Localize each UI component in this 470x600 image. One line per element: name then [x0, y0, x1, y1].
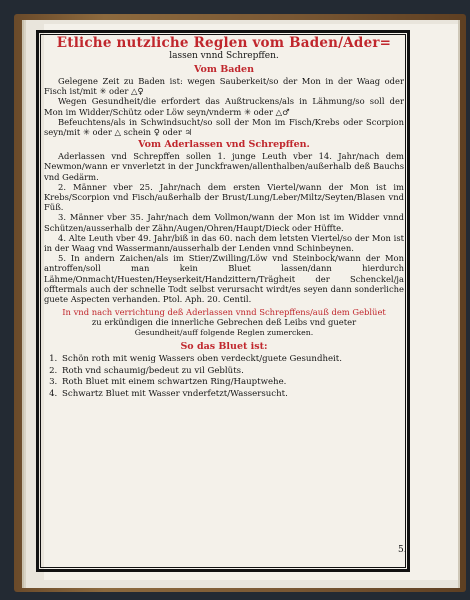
- paragraph: Aderlassen vnd Schrepffen sollen 1. junge Leuth vber 14. Jahr/nach dem Newmon/wann er vnverletzt in der Junckfrawen/allenthalben/außerhalb deß Bauchs vnd Gedärm.: [44, 151, 404, 182]
- paragraph: Gelegene Zeit zu Baden ist: wegen Sauberkeit/so der Mon in der Waag oder Fisch ist/mit ✳ oder △♀: [44, 76, 404, 97]
- paragraph: 2. Männer vber 25. Jahr/nach dem ersten Viertel/wann der Mon ist im Krebs/Scorpion vnd Fisch/außerhalb der Brust/Lung/Leber/Miltz/Seyten/Blasen vnd Füß.: [44, 181, 404, 213]
- list-item: 3. Roth Bluet mit einem schwartzen Ring/Hauptwehe.: [60, 377, 404, 389]
- page-content: [44, 36, 404, 400]
- paragraph: Wegen Gesundheit/die erfordert das Außtruckens/als in Lähmung/so soll der Mon im Widder/Schütz oder Löw seyn/vnderm ✳ oder △♂: [44, 96, 404, 117]
- paragraph: 4. Alte Leuth vber 49. Jahr/biß in das 60. nach dem letsten Viertel/so der Mon ist in der Waag vnd Wassermann/ausserhalb der Lenden vnnd Schinbeynen.: [44, 232, 404, 254]
- section-heading-geblueet: In vnd nach verrichtung deß Aderlassen vnnd Schrepffens/auß dem Geblüet: [62, 307, 386, 318]
- section-heading-bluet: So das Bluet ist:: [180, 341, 268, 353]
- section-heading-aderlassen: Vom Aderlassen vnd Schrepffen.: [138, 139, 310, 151]
- page-number: 5.: [398, 545, 407, 555]
- paragraph: 5. In andern Zaichen/als im Stier/Zwilling/Löw vnd Steinbock/wann der Mon antroffen/soll man kein Bluet lassen/dann hierdurch Lähme/Onmacht/Huesten/Heyserkeit/Handzittern/Trägheit der Schenckel/ja offtermals auch der schnelle Todt selbst verursacht wirdt/es seyen dann sonderliche guete Aspecten verhanden. Ptol. Aph. 20. Centil.: [44, 253, 404, 305]
- paragraph: Gesundheit/auff folgende Reglen zumercken.: [134, 327, 314, 337]
- paragraph: zu erkündigen die innerliche Gebrechen deß Leibs vnd gueter: [91, 317, 357, 328]
- list-item: 2. Roth vnd schaumig/bedeut zu vil Geblüts.: [60, 366, 404, 378]
- paragraph: 3. Männer vber 35. Jahr/nach dem Vollmon/wann der Mon ist im Widder vnnd Schützen/ausserhalb der Zähn/Augen/Ohren/Haupt/Dieck oder Hüffte.: [44, 212, 404, 233]
- list-item: 4. Schwartz Bluet mit Wasser vnderfetzt/Wassersucht.: [60, 389, 404, 401]
- page-title: Etliche nutzliche Reglen vom Baden/Ader=: [56, 35, 392, 51]
- section-heading-baden: Vom Baden: [194, 64, 254, 75]
- list-item: 1. Schön roth mit wenig Wassers oben verdeckt/guete Gesundheit.: [60, 354, 404, 366]
- page-title-continuation: lassen vnnd Schrepffen.: [169, 51, 279, 61]
- blood-rules-list: [44, 354, 404, 400]
- paragraph: Befeuchtens/als in Schwindsucht/so soll der Mon im Fisch/Krebs oder Scorpion seyn/mit ✳ oder △ schein ♀ oder ♃: [44, 116, 404, 138]
